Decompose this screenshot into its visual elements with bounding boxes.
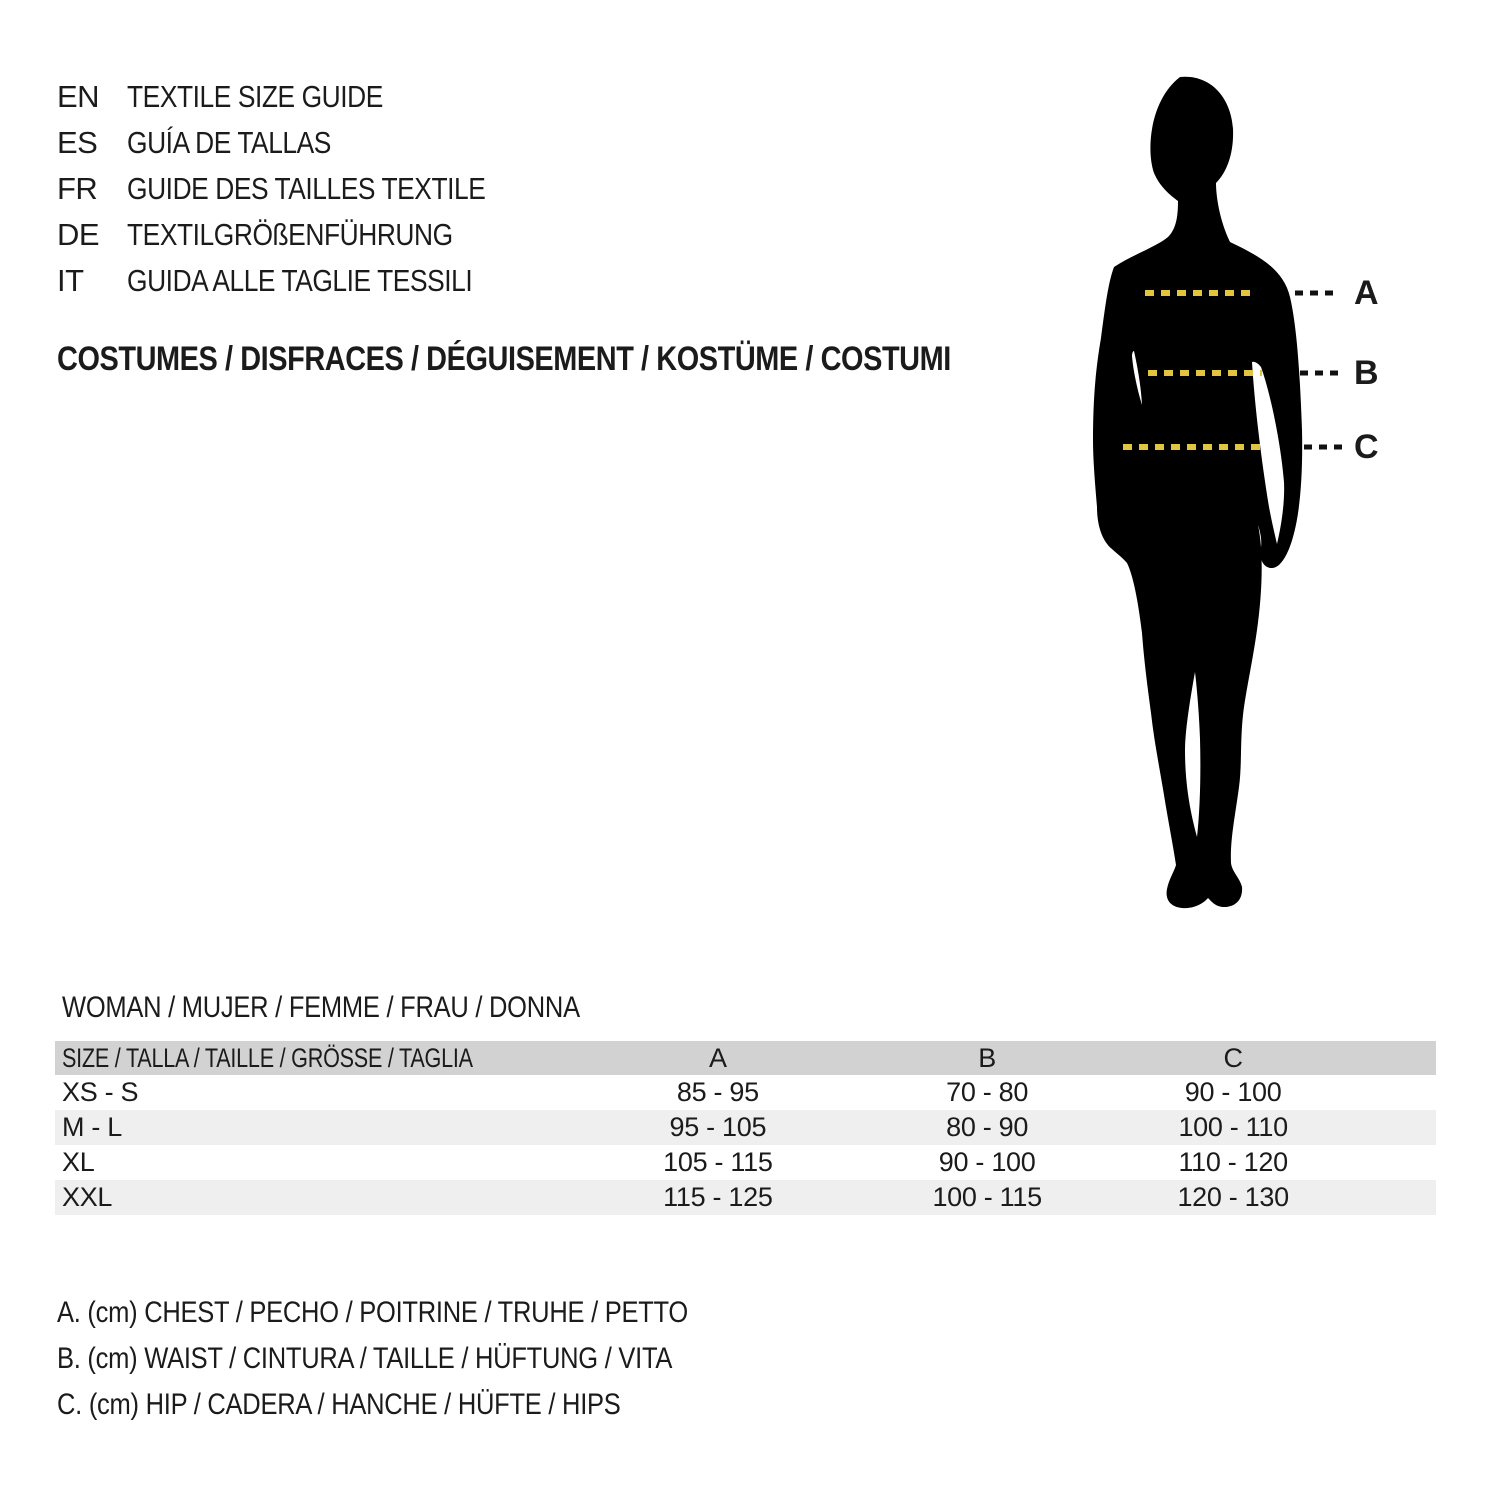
woman-silhouette-diagram	[1090, 75, 1350, 935]
column-header-b: B	[978, 1042, 996, 1073]
table-row	[55, 1180, 1436, 1215]
size-cell: M - L	[62, 1112, 123, 1142]
language-row	[57, 258, 549, 304]
language-code: ES	[57, 125, 98, 160]
legend-line-chest: A. (cm) CHEST / PECHO / POITRINE / TRUHE / PETTO	[57, 1296, 689, 1329]
chest-cell: 105 - 115	[663, 1147, 773, 1177]
size-table-header-row	[55, 1041, 1436, 1075]
language-row	[57, 74, 549, 120]
hip-cell: 110 - 120	[1178, 1147, 1288, 1177]
table-row	[55, 1145, 1436, 1180]
guide-title: TEXTILGRÖßENFÜHRUNG	[127, 217, 453, 252]
guide-title: GUIDA ALLE TAGLIE TESSILI	[127, 263, 473, 298]
language-code: FR	[57, 171, 98, 206]
language-row	[57, 166, 549, 212]
column-header-c: C	[1223, 1042, 1243, 1073]
category-heading: COSTUMES / DISFRACES / DÉGUISEMENT / KOSTÜME / COSTUMI	[57, 340, 951, 378]
section-title-woman: WOMAN / MUJER / FEMME / FRAU / DONNA	[62, 991, 580, 1024]
guide-title: GUÍA DE TALLAS	[127, 125, 331, 160]
hip-cell: 90 - 100	[1184, 1077, 1282, 1107]
measure-label-b: B	[1354, 354, 1379, 392]
column-header-size: SIZE / TALLA / TAILLE / GRÖSSE / TAGLIA	[62, 1042, 473, 1073]
guide-title: GUIDE DES TAILLES TEXTILE	[127, 171, 486, 206]
hip-cell: 120 - 130	[1177, 1182, 1289, 1212]
chest-cell: 85 - 95	[676, 1077, 759, 1107]
chest-cell: 115 - 125	[663, 1182, 773, 1212]
language-row	[57, 120, 549, 166]
legend-line-waist: B. (cm) WAIST / CINTURA / TAILLE / HÜFTUNG / VITA	[57, 1342, 673, 1375]
chest-cell: 95 - 105	[669, 1112, 767, 1142]
table-row	[55, 1110, 1436, 1145]
waist-cell: 70 - 80	[946, 1077, 1029, 1107]
waist-cell: 80 - 90	[946, 1112, 1029, 1142]
waist-cell: 90 - 100	[938, 1147, 1036, 1177]
table-row	[55, 1075, 1436, 1110]
language-title-list	[57, 74, 549, 304]
language-code: EN	[57, 79, 100, 114]
language-code: DE	[57, 217, 100, 252]
size-cell: XL	[62, 1147, 95, 1177]
waist-cell: 100 - 115	[932, 1182, 1042, 1212]
size-cell: XXL	[62, 1182, 113, 1212]
column-header-a: A	[709, 1042, 727, 1073]
measure-label-a: A	[1354, 274, 1379, 312]
legend-line-hip: C. (cm) HIP / CADERA / HANCHE / HÜFTE / HIPS	[57, 1388, 621, 1421]
size-cell: XS - S	[62, 1077, 139, 1107]
language-row	[57, 212, 549, 258]
guide-title: TEXTILE SIZE GUIDE	[127, 79, 383, 114]
size-table	[55, 1041, 1436, 1215]
language-code: IT	[57, 263, 84, 298]
measurement-legend	[57, 1290, 799, 1428]
measure-label-c: C	[1354, 428, 1379, 466]
hip-cell: 100 - 110	[1178, 1112, 1288, 1142]
